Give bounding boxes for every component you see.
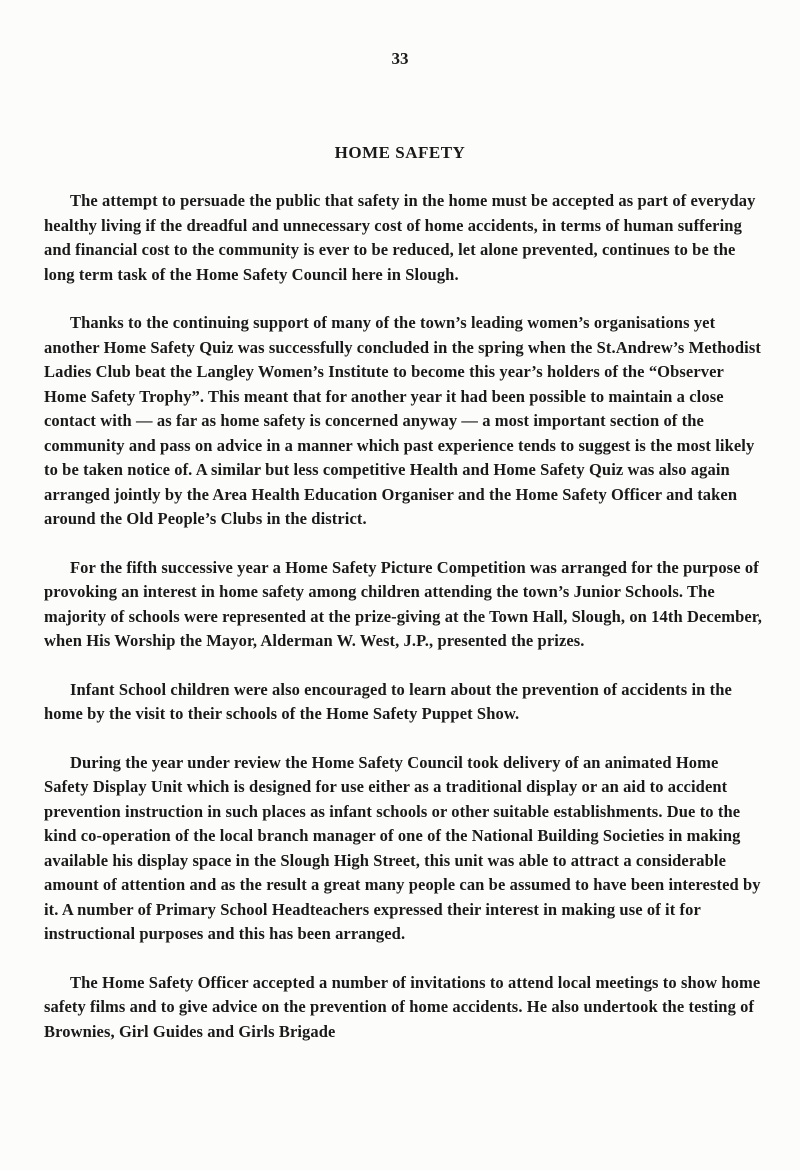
paragraph-5: During the year under review the Home Safety Council took delivery of an animated Home Safety Display Unit which is designed for use either as a traditional display or an aid to accident prevention instruction in such places as infant schools or other suitable establishments. Due to the kind co-operation of the local branch manager of one of the National Building Societies in making available his display space in the Slough High Street, this unit was able to attract a considerable amount of attention and as the result a great many people can be assumed to have been interested by it. A number of Primary School Headteachers expressed their interest in making use of it for instructional purposes and this has been arranged. xyxy=(44,752,761,943)
paragraph-6: The Home Safety Officer accepted a number of invitations to attend local meetings to show home safety films and to give advice on the prevention of home accidents. He also undertook the testing of Brownies, Girl Guides and Girls Brigade xyxy=(44,972,761,1041)
page-number: 33 xyxy=(391,49,409,68)
body-text xyxy=(44,189,766,1068)
paragraph-2: Thanks to the continuing support of many of the town’s leading women’s organisations yet another Home Safety Quiz was successfully concluded in the spring when the St.Andrew’s Methodist Ladies Club beat the Langley Women’s Institute to become this year’s holders of the “Observer Home Safety Trophy”. This meant that for another year it had been possible to maintain a close contact with — as far as home safety is concerned anyway — a most important section of the community and pass on advice in a manner which past experience tends to suggest is the most likely to be taken notice of. A similar but less competitive Health and Home Safety Quiz was also again arranged jointly by the Area Health Education Organiser and the Home Safety Officer and taken around the Old People’s Clubs in the district. xyxy=(44,313,761,528)
page-title: HOME SAFETY xyxy=(334,143,466,162)
paragraph-4: Infant School children were also encouraged to learn about the prevention of accidents in the home by the visit to their schools of the Home Safety Puppet Show. xyxy=(44,679,732,723)
paragraph-3: For the fifth successive year a Home Safety Picture Competition was arranged for the purpose of provoking an interest in home safety among children attending the town’s Junior Schools. The majority of schools were represented at the prize-giving at the Town Hall, Slough, on 14th December, when His Worship the Mayor, Alderman W. West, J.P., presented the prizes. xyxy=(44,557,762,650)
paragraph-1: The attempt to persuade the public that safety in the home must be accepted as part of everyday healthy living if the dreadful and unnecessary cost of home accidents, in terms of human suffering and financial cost to the community is ever to be reduced, let alone prevented, continues to be the long term task of the Home Safety Council here in Slough. xyxy=(44,191,756,284)
